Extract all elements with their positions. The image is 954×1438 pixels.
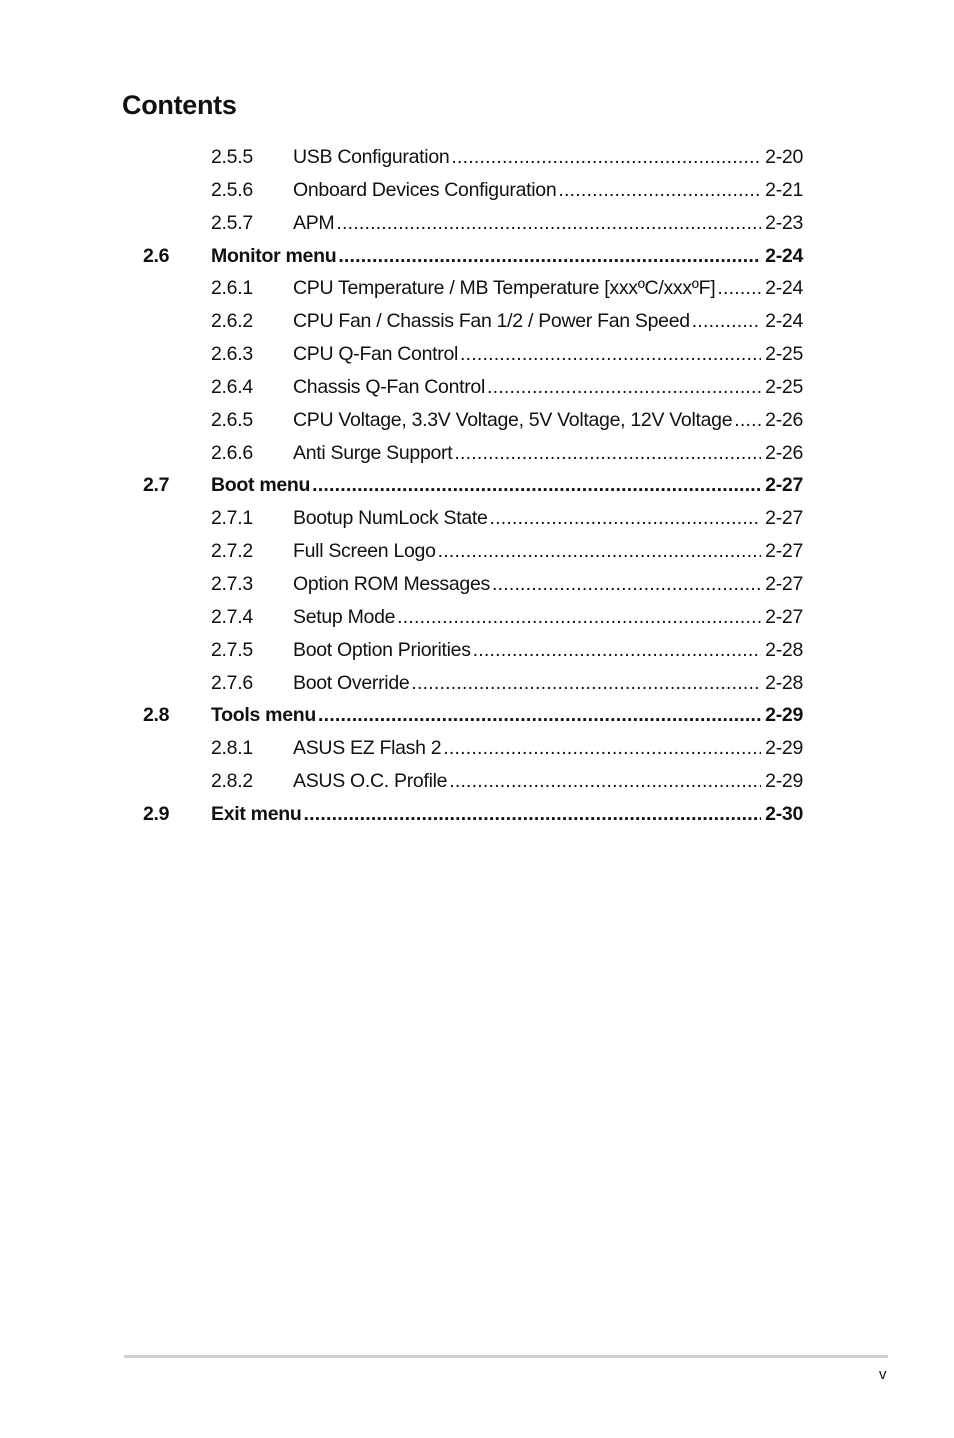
toc-entry-number: 2.5.5 <box>211 146 253 168</box>
toc-entry-2-8-2[interactable] <box>0 765 954 798</box>
toc-entry-title: Chassis Q-Fan Control <box>293 375 486 398</box>
toc-entry-page: 2-27 <box>765 540 803 563</box>
dot-leader <box>473 634 762 666</box>
dot-leader <box>487 371 761 403</box>
toc-entry-page: 2-24 <box>765 277 803 300</box>
toc-entry-page: 2-25 <box>765 375 803 398</box>
toc-entry-2-7-1[interactable] <box>0 502 954 535</box>
toc-entry-2-8[interactable] <box>0 699 954 732</box>
toc-entry-number: 2.7.3 <box>211 572 253 595</box>
toc-entry-title: CPU Fan / Chassis Fan 1/2 / Power Fan Speed <box>293 310 690 333</box>
toc-entry-title: Boot menu <box>211 474 311 497</box>
toc-entry-2-6-6[interactable] <box>0 437 954 470</box>
toc-entry-number: 2.6.2 <box>211 310 253 333</box>
page-title: Contents <box>122 90 237 120</box>
toc-entry-number: 2.7.5 <box>211 638 253 661</box>
toc-entry-page: 2-27 <box>765 507 803 530</box>
toc-entry-title: Monitor menu <box>211 244 337 267</box>
toc-entry-number: 2.5.6 <box>211 178 253 201</box>
toc-entry-number: 2.8.1 <box>211 737 253 760</box>
dot-leader <box>558 174 761 206</box>
toc-entry-number: 2.7.2 <box>211 540 253 563</box>
toc-entry-2-7-6[interactable] <box>0 667 954 700</box>
toc-entry-title: Bootup NumLock State <box>293 507 488 530</box>
toc-entry-number: 2.6.3 <box>211 343 253 366</box>
toc-entry-page: 2-30 <box>765 802 803 825</box>
dot-leader <box>449 765 761 797</box>
toc-entry-title: Anti Surge Support <box>293 441 453 464</box>
table-of-contents <box>0 141 954 831</box>
toc-entry-page: 2-27 <box>765 474 803 497</box>
toc-entry-2-7-2[interactable] <box>0 535 954 568</box>
toc-entry-title: Exit menu <box>211 802 302 825</box>
dot-leader <box>492 568 761 600</box>
toc-entry-title: Boot Option Priorities <box>293 638 471 661</box>
toc-entry-title: Onboard Devices Configuration <box>293 178 557 201</box>
dot-leader <box>734 404 761 436</box>
toc-entry-title: Full Screen Logo <box>293 540 436 563</box>
toc-entry-page: 2-20 <box>765 146 803 168</box>
toc-entry-title: ASUS EZ Flash 2 <box>293 737 442 760</box>
toc-entry-page: 2-25 <box>765 343 803 366</box>
toc-entry-page: 2-28 <box>765 671 803 694</box>
toc-entry-2-6-2[interactable] <box>0 305 954 338</box>
dot-leader <box>397 601 761 633</box>
toc-entry-page: 2-27 <box>765 572 803 595</box>
toc-entry-2-7[interactable] <box>0 469 954 502</box>
toc-entry-2-7-5[interactable] <box>0 634 954 667</box>
toc-entry-2-7-3[interactable] <box>0 568 954 601</box>
dot-leader <box>312 469 761 501</box>
toc-entry-2-5-5[interactable] <box>0 141 954 174</box>
toc-entry-page: 2-26 <box>765 441 803 464</box>
toc-entry-title: ASUS O.C. Profile <box>293 770 448 793</box>
toc-entry-number: 2.6.1 <box>211 277 253 300</box>
toc-entry-page: 2-23 <box>765 211 803 234</box>
toc-entry-2-6[interactable] <box>0 240 954 273</box>
toc-entry-number: 2.7.4 <box>211 605 253 628</box>
toc-entry-title: Option ROM Messages <box>293 572 490 595</box>
dot-leader <box>338 240 761 272</box>
toc-entry-page: 2-29 <box>765 737 803 760</box>
toc-entry-2-5-7[interactable] <box>0 207 954 240</box>
toc-entry-2-7-4[interactable] <box>0 601 954 634</box>
dot-leader <box>692 305 761 337</box>
page-number: v <box>879 1366 887 1383</box>
dot-leader <box>438 535 762 567</box>
toc-entry-page: 2-27 <box>765 605 803 628</box>
dot-leader <box>336 207 761 239</box>
toc-entry-2-8-1[interactable] <box>0 732 954 765</box>
toc-entry-page: 2-29 <box>765 704 803 727</box>
toc-entry-2-6-1[interactable] <box>0 272 954 305</box>
toc-entry-number: 2.6.5 <box>211 408 253 431</box>
toc-entry-2-5-6[interactable] <box>0 174 954 207</box>
toc-entry-number: 2.5.7 <box>211 211 253 234</box>
toc-entry-page: 2-24 <box>765 244 803 267</box>
toc-entry-number: 2.6 <box>143 244 170 267</box>
toc-entry-number: 2.6.4 <box>211 375 253 398</box>
toc-entry-title: CPU Voltage, 3.3V Voltage, 5V Voltage, 12V Voltage <box>293 408 733 431</box>
dot-leader <box>451 141 761 173</box>
toc-entry-title: USB Configuration <box>293 146 450 168</box>
toc-entry-number: 2.7.1 <box>211 507 253 530</box>
toc-entry-2-6-4[interactable] <box>0 371 954 404</box>
dot-leader <box>490 502 762 534</box>
toc-entry-title: APM <box>293 211 335 234</box>
toc-entry-title: CPU Q-Fan Control <box>293 343 459 366</box>
toc-entry-2-9[interactable] <box>0 798 954 831</box>
dot-leader <box>304 798 762 830</box>
toc-entry-page: 2-28 <box>765 638 803 661</box>
toc-entry-title: Setup Mode <box>293 605 396 628</box>
toc-entry-number: 2.8 <box>143 704 170 727</box>
toc-entry-title: CPU Temperature / MB Temperature [xxxºC/xxxºF] <box>293 277 716 300</box>
toc-entry-number: 2.6.6 <box>211 441 253 464</box>
dot-leader <box>411 667 761 699</box>
toc-entry-page: 2-21 <box>765 178 803 201</box>
toc-entry-number: 2.7 <box>143 474 170 497</box>
toc-entry-number: 2.9 <box>143 802 170 825</box>
toc-entry-2-6-5[interactable] <box>0 404 954 437</box>
toc-entry-number: 2.7.6 <box>211 671 253 694</box>
dot-leader <box>717 272 761 304</box>
dot-leader <box>443 732 761 764</box>
toc-entry-number: 2.8.2 <box>211 770 253 793</box>
toc-entry-page: 2-29 <box>765 770 803 793</box>
footer-divider <box>124 1355 888 1358</box>
toc-entry-title: Boot Override <box>293 671 410 694</box>
toc-entry-page: 2-24 <box>765 310 803 333</box>
dot-leader <box>454 437 761 469</box>
dot-leader <box>460 338 761 370</box>
dot-leader <box>318 699 761 731</box>
toc-entry-title: Tools menu <box>211 704 316 727</box>
toc-entry-2-6-3[interactable] <box>0 338 954 371</box>
toc-entry-page: 2-26 <box>765 408 803 431</box>
